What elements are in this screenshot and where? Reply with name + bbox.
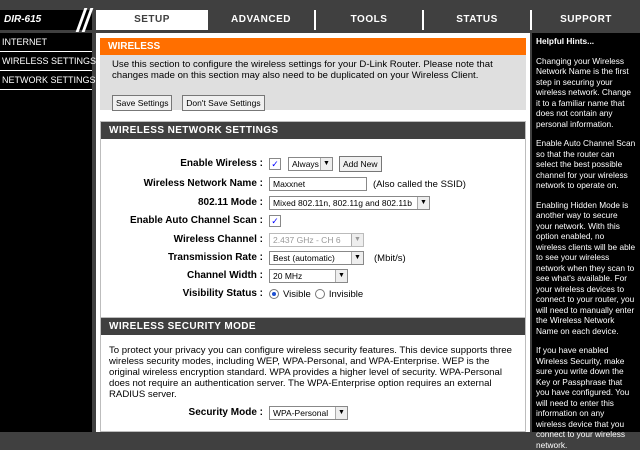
chevron-down-icon: ▼ xyxy=(335,270,347,282)
visible-radio[interactable] xyxy=(269,289,279,299)
top-bar xyxy=(0,0,640,30)
ssid-note: (Also called the SSID) xyxy=(373,178,466,190)
mode-label: 802.11 Mode : xyxy=(197,197,263,208)
hints-title: Helpful Hints... xyxy=(536,36,595,46)
security-description: To protect your privacy you can configure wireless security features. This device supports three wireless security modes, including WEP, WPA-Personal, and WPA-Enterprise. WEP is the original wireless encryption standard. WPA provides a higher level of security. WPA-Personal does not require an authentication server. The WPA-Enterprise option requires an external RADIUS server. xyxy=(109,345,512,400)
model-name: DIR-615 xyxy=(0,10,92,30)
wireless-network-settings-section xyxy=(100,121,526,327)
rate-label: Transmission Rate : xyxy=(167,252,263,263)
tab-advanced[interactable]: ADVANCED xyxy=(206,10,314,30)
enable-wireless-checkbox[interactable]: ✓ xyxy=(269,158,281,170)
security-mode-select[interactable]: WPA-Personal ▼ xyxy=(269,406,348,420)
wireless-title: WIRELESS xyxy=(100,38,526,55)
schedule-select[interactable]: Always ▼ xyxy=(288,157,333,171)
hint-paragraph: Enable Auto Channel Scan so that the router can select the best possible channel for your wireless network to operate on. xyxy=(536,138,636,190)
main-content xyxy=(96,33,530,432)
chevron-down-icon: ▼ xyxy=(335,407,347,419)
hint-paragraph: Changing your Wireless Network Name is the first step in securing your wireless network. Change it to a familiar name that does not contain any personal information. xyxy=(536,55,631,129)
visibility-label: Visibility Status : xyxy=(182,288,263,299)
transmission-rate-select[interactable]: Best (automatic) ▼ xyxy=(269,251,364,265)
wireless-channel-select[interactable]: 2.437 GHz - CH 6 ▼ xyxy=(269,233,364,247)
chevron-down-icon: ▼ xyxy=(320,158,332,170)
sidebar-item-network-settings[interactable]: NETWORK SETTINGS xyxy=(0,71,92,90)
ssid-label: Wireless Network Name : xyxy=(143,178,263,189)
auto-channel-checkbox[interactable]: ✓ xyxy=(269,215,281,227)
rate-unit: (Mbit/s) xyxy=(374,252,406,264)
dont-save-settings-button[interactable]: Don't Save Settings xyxy=(182,95,264,111)
wireless-mode-select[interactable]: Mixed 802.11n, 802.11g and 802.11b ▼ xyxy=(269,196,430,210)
enable-wireless-label: Enable Wireless : xyxy=(180,158,263,169)
tab-status[interactable]: STATUS xyxy=(422,10,530,30)
security-section-title: WIRELESS SECURITY MODE xyxy=(101,318,525,335)
chevron-down-icon: ▼ xyxy=(417,197,429,209)
add-new-button[interactable]: Add New xyxy=(339,156,382,172)
tab-setup[interactable]: SETUP xyxy=(96,10,206,30)
chevron-down-icon: ▼ xyxy=(351,234,363,246)
auto-channel-label: Enable Auto Channel Scan : xyxy=(130,215,263,226)
tab-support[interactable]: SUPPORT xyxy=(530,10,640,30)
wireless-intro-text: Use this section to configure the wireless settings for your D-Link Router. Please note that changes made on this section may also need to be duplicated on your Wireless Client. xyxy=(112,59,493,81)
invisible-label: Invisible xyxy=(328,288,364,300)
sidebar-item-wireless-settings[interactable]: WIRELESS SETTINGS xyxy=(0,52,92,71)
chevron-down-icon: ▼ xyxy=(351,252,363,264)
visible-label: Visible xyxy=(283,288,311,300)
hint-paragraph: Enabling Hidden Mode is another way to secure your network. With this option enabled, no wireless clients will be able to see your wireless network when they scan to see what's available. For your wireless devices to connect to your router, you will need to manually enter the Wireless Network Name on each device. xyxy=(536,199,636,336)
channel-width-label: Channel Width : xyxy=(186,270,263,281)
sidebar-item-internet[interactable]: INTERNET xyxy=(0,33,92,52)
helpful-hints-panel xyxy=(532,33,640,450)
invisible-radio[interactable] xyxy=(315,289,325,299)
wireless-security-mode-section xyxy=(100,317,526,432)
channel-width-select[interactable]: 20 MHz ▼ xyxy=(269,269,348,283)
hint-paragraph: If you have enabled Wireless Security, make sure you write down the Key or Passphrase that you have configured. You will need to enter this information on any wireless device that you connect to your wireless network. xyxy=(536,345,630,450)
security-mode-label: Security Mode : xyxy=(188,407,263,418)
channel-label: Wireless Channel : xyxy=(173,234,263,245)
wireless-intro-panel xyxy=(100,38,526,110)
network-section-title: WIRELESS NETWORK SETTINGS xyxy=(101,122,525,139)
sidebar xyxy=(0,33,97,432)
save-settings-button[interactable]: Save Settings xyxy=(112,95,172,111)
ssid-input[interactable]: Maxxnet xyxy=(269,177,367,191)
tab-tools[interactable]: TOOLS xyxy=(314,10,422,30)
main-tabs xyxy=(96,10,640,30)
